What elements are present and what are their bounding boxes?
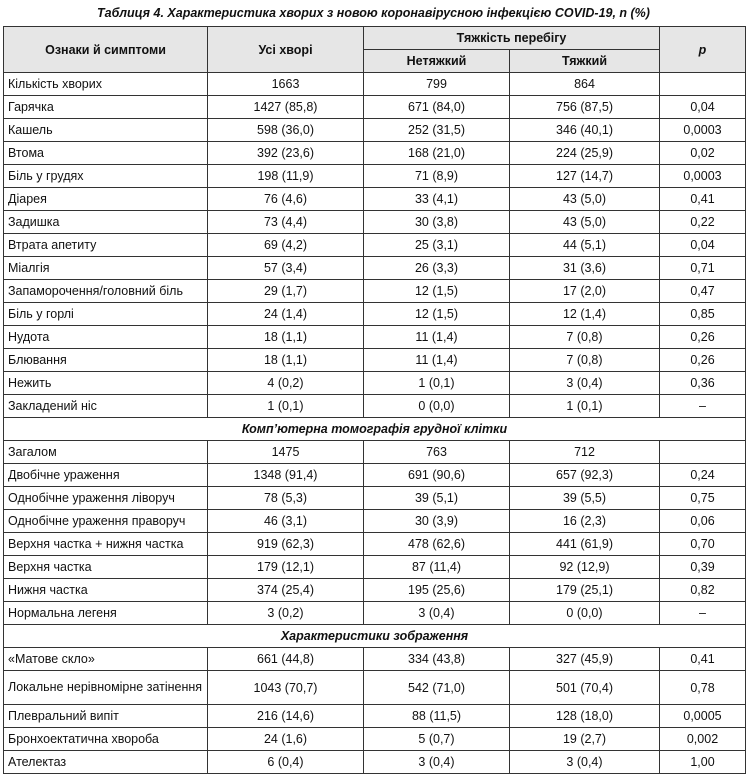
cell-p-value: 0,0003 (660, 119, 746, 142)
cell-mild: 799 (364, 73, 510, 96)
cell-label: Гарячка (4, 96, 208, 119)
table-row (4, 96, 746, 119)
cell-p-value: 0,78 (660, 671, 746, 705)
cell-all: 18 (1,1) (208, 349, 364, 372)
cell-all: 29 (1,7) (208, 280, 364, 303)
cell-severe: 441 (61,9) (510, 533, 660, 556)
cell-p-value: 0,26 (660, 326, 746, 349)
cell-all: 598 (36,0) (208, 119, 364, 142)
table-row (4, 303, 746, 326)
cell-label: Втома (4, 142, 208, 165)
table-row (4, 751, 746, 774)
header-all-patients: Усі хворі (208, 27, 364, 73)
cell-mild: 87 (11,4) (364, 556, 510, 579)
table-row (4, 533, 746, 556)
cell-label: Однобічне ураження праворуч (4, 510, 208, 533)
cell-severe: 3 (0,4) (510, 751, 660, 774)
cell-p-value: 0,39 (660, 556, 746, 579)
table-row (4, 165, 746, 188)
cell-label: Нудота (4, 326, 208, 349)
cell-severe: 16 (2,3) (510, 510, 660, 533)
header-p-value: p (660, 27, 746, 73)
cell-label: Верхня частка + нижня частка (4, 533, 208, 556)
cell-label: Кашель (4, 119, 208, 142)
table-row (4, 211, 746, 234)
cell-all: 1475 (208, 441, 364, 464)
cell-severe: 3 (0,4) (510, 372, 660, 395)
table-row (4, 119, 746, 142)
cell-all: 18 (1,1) (208, 326, 364, 349)
cell-severe: 864 (510, 73, 660, 96)
cell-label: Закладений ніс (4, 395, 208, 418)
cell-severe: 43 (5,0) (510, 211, 660, 234)
header-severity: Тяжкість перебігу (364, 27, 660, 50)
cell-label: Міалгія (4, 257, 208, 280)
cell-p-value: 0,41 (660, 648, 746, 671)
cell-mild: 252 (31,5) (364, 119, 510, 142)
cell-all: 392 (23,6) (208, 142, 364, 165)
cell-label: Запаморочення/головний біль (4, 280, 208, 303)
header-symptoms: Ознаки й симптоми (4, 27, 208, 73)
cell-label: Бронхоектатична хвороба (4, 728, 208, 751)
cell-mild: 478 (62,6) (364, 533, 510, 556)
cell-all: 661 (44,8) (208, 648, 364, 671)
cell-p-value: 0,24 (660, 464, 746, 487)
cell-p-value: 0,70 (660, 533, 746, 556)
table-row (4, 579, 746, 602)
cell-label: Блювання (4, 349, 208, 372)
cell-severe: 756 (87,5) (510, 96, 660, 119)
cell-p-value: 0,85 (660, 303, 746, 326)
table-row (4, 648, 746, 671)
cell-mild: 30 (3,8) (364, 211, 510, 234)
table-row (4, 671, 746, 705)
table-row (4, 441, 746, 464)
cell-severe: 127 (14,7) (510, 165, 660, 188)
cell-all: 374 (25,4) (208, 579, 364, 602)
cell-label: Кількість хворих (4, 73, 208, 96)
cell-all: 76 (4,6) (208, 188, 364, 211)
table-row (4, 395, 746, 418)
cell-all: 57 (3,4) (208, 257, 364, 280)
cell-label: Нежить (4, 372, 208, 395)
cell-all: 4 (0,2) (208, 372, 364, 395)
table-row (4, 556, 746, 579)
table-row (4, 280, 746, 303)
cell-all: 24 (1,6) (208, 728, 364, 751)
cell-label: «Матове скло» (4, 648, 208, 671)
cell-label: Плевральний випіт (4, 705, 208, 728)
cell-severe: 712 (510, 441, 660, 464)
cell-all: 73 (4,4) (208, 211, 364, 234)
table-row (4, 257, 746, 280)
table-row (4, 510, 746, 533)
table-row (4, 705, 746, 728)
cell-all: 1663 (208, 73, 364, 96)
cell-label: Двобічне ураження (4, 464, 208, 487)
cell-mild: 1 (0,1) (364, 372, 510, 395)
cell-p-value: 1,00 (660, 751, 746, 774)
cell-mild: 11 (1,4) (364, 326, 510, 349)
cell-p-value: 0,06 (660, 510, 746, 533)
cell-mild: 5 (0,7) (364, 728, 510, 751)
table-row (4, 464, 746, 487)
cell-label: Втрата апетиту (4, 234, 208, 257)
cell-mild: 30 (3,9) (364, 510, 510, 533)
cell-severe: 327 (45,9) (510, 648, 660, 671)
cell-label: Нижня частка (4, 579, 208, 602)
table-row (4, 326, 746, 349)
cell-all: 1043 (70,7) (208, 671, 364, 705)
cell-mild: 25 (3,1) (364, 234, 510, 257)
cell-severe: 31 (3,6) (510, 257, 660, 280)
cell-label: Верхня частка (4, 556, 208, 579)
cell-p-value: 0,75 (660, 487, 746, 510)
table-row (4, 142, 746, 165)
cell-all: 69 (4,2) (208, 234, 364, 257)
cell-mild: 0 (0,0) (364, 395, 510, 418)
cell-label: Однобічне ураження ліворуч (4, 487, 208, 510)
cell-p-value: 0,0003 (660, 165, 746, 188)
cell-p-value: 0,22 (660, 211, 746, 234)
cell-mild: 168 (21,0) (364, 142, 510, 165)
cell-severe: 7 (0,8) (510, 349, 660, 372)
table-row (4, 188, 746, 211)
cell-p-value: 0,02 (660, 142, 746, 165)
cell-all: 46 (3,1) (208, 510, 364, 533)
table-row (4, 728, 746, 751)
cell-label: Загалом (4, 441, 208, 464)
cell-p-value: 0,04 (660, 96, 746, 119)
cell-severe: 12 (1,4) (510, 303, 660, 326)
cell-severe: 346 (40,1) (510, 119, 660, 142)
cell-p-value: 0,26 (660, 349, 746, 372)
table-row (4, 602, 746, 625)
cell-p-value: 0,04 (660, 234, 746, 257)
cell-severe: 128 (18,0) (510, 705, 660, 728)
cell-label: Діарея (4, 188, 208, 211)
cell-all: 1348 (91,4) (208, 464, 364, 487)
cell-severe: 657 (92,3) (510, 464, 660, 487)
cell-all: 3 (0,2) (208, 602, 364, 625)
covid-characteristics-table (3, 26, 746, 774)
cell-severe: 39 (5,5) (510, 487, 660, 510)
cell-p-value: 0,82 (660, 579, 746, 602)
cell-mild: 12 (1,5) (364, 303, 510, 326)
cell-all: 6 (0,4) (208, 751, 364, 774)
cell-mild: 334 (43,8) (364, 648, 510, 671)
cell-severe: 0 (0,0) (510, 602, 660, 625)
cell-mild: 26 (3,3) (364, 257, 510, 280)
cell-mild: 671 (84,0) (364, 96, 510, 119)
cell-severe: 92 (12,9) (510, 556, 660, 579)
header-severe: Тяжкий (510, 50, 660, 73)
cell-all: 24 (1,4) (208, 303, 364, 326)
cell-p-value: – (660, 395, 746, 418)
cell-p-value: 0,0005 (660, 705, 746, 728)
cell-all: 1 (0,1) (208, 395, 364, 418)
section-title: Характеристики зображення (4, 625, 746, 648)
cell-all: 198 (11,9) (208, 165, 364, 188)
cell-p-value: – (660, 602, 746, 625)
cell-p-value: 0,71 (660, 257, 746, 280)
cell-all: 216 (14,6) (208, 705, 364, 728)
cell-label: Біль у грудях (4, 165, 208, 188)
cell-mild: 3 (0,4) (364, 602, 510, 625)
cell-all: 78 (5,3) (208, 487, 364, 510)
cell-all: 1427 (85,8) (208, 96, 364, 119)
cell-label: Локальне нерівномірне затінення (4, 671, 208, 705)
cell-mild: 88 (11,5) (364, 705, 510, 728)
cell-p-value: 0,41 (660, 188, 746, 211)
cell-severe: 501 (70,4) (510, 671, 660, 705)
cell-severe: 224 (25,9) (510, 142, 660, 165)
cell-mild: 763 (364, 441, 510, 464)
cell-p-value: 0,002 (660, 728, 746, 751)
cell-p-value: 0,47 (660, 280, 746, 303)
cell-severe: 43 (5,0) (510, 188, 660, 211)
table-body (4, 73, 746, 774)
section-header-row (4, 418, 746, 441)
table-row (4, 234, 746, 257)
cell-mild: 691 (90,6) (364, 464, 510, 487)
cell-severe: 1 (0,1) (510, 395, 660, 418)
table-row (4, 349, 746, 372)
cell-mild: 3 (0,4) (364, 751, 510, 774)
cell-p-value (660, 73, 746, 96)
header-mild: Нетяжкий (364, 50, 510, 73)
cell-label: Ателектаз (4, 751, 208, 774)
cell-mild: 11 (1,4) (364, 349, 510, 372)
cell-all: 919 (62,3) (208, 533, 364, 556)
cell-severe: 17 (2,0) (510, 280, 660, 303)
section-header-row (4, 625, 746, 648)
cell-mild: 542 (71,0) (364, 671, 510, 705)
cell-p-value: 0,36 (660, 372, 746, 395)
cell-severe: 179 (25,1) (510, 579, 660, 602)
cell-mild: 39 (5,1) (364, 487, 510, 510)
cell-mild: 195 (25,6) (364, 579, 510, 602)
cell-all: 179 (12,1) (208, 556, 364, 579)
cell-severe: 44 (5,1) (510, 234, 660, 257)
cell-mild: 33 (4,1) (364, 188, 510, 211)
table-row (4, 73, 746, 96)
table-row (4, 487, 746, 510)
table-row (4, 372, 746, 395)
cell-label: Біль у горлі (4, 303, 208, 326)
cell-mild: 12 (1,5) (364, 280, 510, 303)
cell-label: Нормальна легеня (4, 602, 208, 625)
cell-severe: 7 (0,8) (510, 326, 660, 349)
cell-label: Задишка (4, 211, 208, 234)
cell-severe: 19 (2,7) (510, 728, 660, 751)
section-title: Комп’ютерна томографія грудної клітки (4, 418, 746, 441)
cell-mild: 71 (8,9) (364, 165, 510, 188)
cell-p-value (660, 441, 746, 464)
table-caption: Таблиця 4. Характеристика хворих з новою коронавірусною інфекцією COVID-19, n (%) (97, 6, 650, 20)
